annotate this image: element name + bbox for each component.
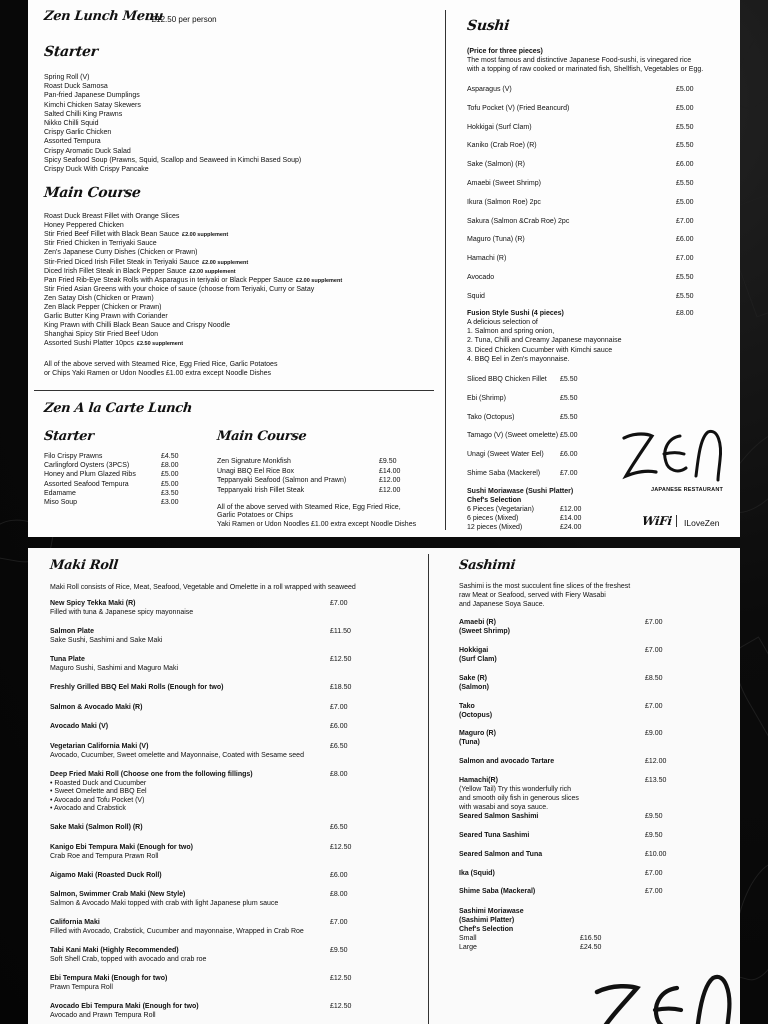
lunch-main-name: Stir Fried Asian Greens with your choice of sauce (choose from Teriyaki, Curry or Satay	[44, 285, 315, 293]
sashimi-item-line: Hokkigai	[459, 647, 489, 654]
alacarte-starter-price: £8.00	[161, 462, 179, 470]
lunch-main-item	[44, 231, 228, 239]
alacarte-starter-name: Filo Crispy Prawns	[44, 453, 103, 460]
lunch-starter-item: Crispy Aromatic Duck Salad	[44, 147, 131, 155]
sushi-item-price: £5.00	[676, 86, 694, 93]
sashimi-item-line: Amaebi (R)	[459, 619, 496, 626]
maki-item-price: £8.00	[330, 770, 348, 778]
sushi-subtitle: (Price for three pieces)	[467, 48, 543, 55]
maki-item-price: £6.50	[330, 824, 348, 831]
sushi-item-name: Squid	[467, 292, 485, 300]
maki-item-price: £7.00	[330, 703, 348, 711]
sashimi-platter-line: Chef's Selection	[459, 926, 514, 933]
sashimi-item-line: Maguro (R)	[459, 730, 496, 737]
wifi-label: WiFi	[641, 514, 673, 528]
sashimi-platter-size: Small	[459, 935, 477, 942]
lunch-starter-item: Salted Chilli King Prawns	[44, 110, 123, 118]
maki-intro: Maki Roll consists of Rice, Meat, Seafood, Vegetable and Omelette in a roll wrapped with seaweed	[50, 584, 356, 591]
alacarte-main-price: £14.00	[379, 467, 401, 475]
lunch-main-item	[44, 322, 230, 330]
sushi-item-price: £6.00	[676, 236, 694, 244]
sushi-platter-size: 6 pieces (Mixed)	[467, 515, 519, 522]
sashimi-item-line: and smooth oily fish in generous slices	[459, 795, 579, 802]
sashimi-item-line: (Yellow Tail) Try this wonderfully rich	[459, 786, 572, 793]
lunch-starter-item: Roast Duck Samosa	[44, 83, 108, 91]
maki-item-name: Avocado Ebi Tempura Maki (Enough for two)	[50, 1003, 199, 1010]
lunch-main-item	[44, 331, 158, 339]
alacarte-title: Zen A la Carte Lunch	[43, 401, 193, 416]
lunch-main-name: Garlic Butter King Prawn with Coriander	[44, 313, 168, 321]
lunch-main-name: Zen Black Pepper (Chicken or Prawn)	[44, 304, 162, 311]
sashimi-item-line: Seared Salmon and Tuna	[459, 851, 543, 858]
sushi-item-price: £5.00	[676, 198, 694, 206]
alacarte-starter-price: £5.00	[161, 480, 179, 488]
maki-item-name: Aigamo Maki (Roasted Duck Roll)	[50, 871, 162, 879]
alacarte-main-name: Teppanyaki Irish Fillet Steak	[217, 486, 305, 494]
lunch-starter-item: Assorted Tempura	[44, 138, 101, 146]
maki-item-description: Filled with tuna & Japanese spicy mayonnaise	[50, 609, 194, 616]
sushi-item-price: £5.50	[676, 292, 694, 300]
sashimi-item-line: Salmon and avocado Tartare	[459, 758, 555, 765]
lunch-price-note: – £12.50 per person	[145, 15, 217, 24]
lunch-starter-item: Spring Roll (V)	[44, 74, 90, 81]
sashimi-item-price: £8.50	[645, 675, 663, 682]
sushi-platter-price: £12.00	[560, 506, 582, 513]
lunch-main-item	[44, 313, 168, 321]
fusion-sushi-line: A delicious selection of	[467, 319, 538, 326]
alacarte-main-price: £12.00	[379, 486, 401, 494]
lunch-main-name: Stir Fried Chicken in Terriyaki Sauce	[44, 240, 157, 248]
sushi-item-name: Tamago (V) (Sweet omelette)	[467, 432, 559, 440]
lunch-main-name: Stir Fried Beef Fillet with Black Bean Sauce	[44, 231, 180, 239]
lunch-starter-item: Pan-fried Japanese Dumplings	[44, 92, 140, 100]
sushi-item-name: Ikura (Salmon Roe) 2pc	[467, 198, 541, 206]
lunch-starter-heading: Starter	[43, 44, 99, 60]
lunch-footnote-line: All of the above served with Steamed Rice, Egg Fried Rice, Garlic Potatoes	[44, 361, 278, 368]
sushi-item-price: £5.00	[676, 104, 694, 112]
lunch-main-item	[44, 259, 248, 267]
maki-item-price: £12.50	[330, 975, 352, 982]
sushi-title: Sushi	[466, 18, 511, 34]
sashimi-item-line: (Salmon)	[459, 684, 489, 691]
maki-item-description: Maguro Sushi, Sashimi and Maguro Maki	[50, 665, 179, 672]
lunch-menu-title: Zen Lunch Menu	[43, 9, 164, 24]
sashimi-platter-line: Sashimi Moriawase	[459, 908, 524, 915]
sashimi-item-price: £7.00	[645, 703, 663, 710]
lunch-main-item	[44, 286, 314, 294]
sushi-item-price: £6.00	[560, 451, 578, 459]
alacarte-main-name: Teppanyaki Seafood (Salmon and Prawn)	[217, 477, 347, 484]
lunch-main-name: King Prawn with Chilli Black Bean Sauce and Crispy Noodle	[44, 322, 230, 330]
sashimi-item-price: £7.00	[645, 647, 663, 654]
zen-logo-large	[591, 970, 740, 1024]
maki-item-name: Deep Fried Maki Roll (Choose one from the following fillings)	[50, 770, 253, 778]
alacarte-starter-name: Miso Soup	[44, 499, 78, 506]
sashimi-item-line: (Tuna)	[459, 739, 480, 746]
maki-item-description: • Avocado and Crabstick	[50, 805, 126, 812]
lunch-footnote-line: or Chips Yaki Ramen or Udon Noodles £1.00 extra except Noodle Dishes	[44, 370, 271, 377]
sushi-platter-name: Sushi Moriawase (Sushi Platter)	[467, 488, 574, 495]
sashimi-intro-line: and Japanese Soya Sauce.	[459, 601, 545, 608]
sashimi-item-line: Seared Salmon Sashimi	[459, 813, 539, 820]
lunch-main-item	[44, 277, 342, 285]
lunch-starter-item: Crispy Duck With Crispy Pancake	[44, 166, 149, 173]
sushi-item-name: Maguro (Tuna) (R)	[467, 236, 525, 244]
maki-item-name: Ebi Tempura Maki (Enough for two)	[50, 975, 168, 982]
sushi-item-name: Shime Saba (Mackerel)	[467, 470, 541, 477]
alacarte-main-heading: Main Course	[216, 429, 308, 444]
sushi-platter-price: £24.00	[560, 524, 582, 531]
maki-item-description: Avocado and Prawn Tempura Roll	[50, 1012, 156, 1019]
sashimi-item-line: (Octopus)	[459, 712, 493, 719]
maki-item-name: Kanigo Ebi Tempura Maki (Enough for two)	[50, 843, 193, 851]
lunch-main-name: Zen Satay Dish (Chicken or Prawn)	[44, 294, 154, 302]
maki-item-description: Filled with Avocado, Crabstick, Cucumber and mayonnaise, Wrapped in Crab Roe	[50, 928, 304, 935]
alacarte-starter-price: £4.50	[161, 453, 179, 460]
maki-item-price: £6.00	[330, 871, 348, 879]
maki-item-name: Salmon, Swimmer Crab Maki (New Style)	[50, 891, 186, 898]
alacarte-main-name: Unagi BBQ Eel Rice Box	[217, 467, 295, 475]
sushi-item-name: Hamachi (R)	[467, 255, 507, 263]
sushi-item-price: £5.00	[560, 432, 578, 440]
lunch-starter-item: Spicy Seafood Soup (Prawns, Squid, Scallop and Seaweed in Kimchi Based Soup)	[44, 156, 302, 164]
sushi-item-price: £7.00	[676, 217, 694, 225]
lunch-main-name: Diced Irish Fillet Steak in Black Pepper Sauce	[44, 267, 187, 275]
maki-item-name: Salmon & Avocado Maki (R)	[50, 703, 143, 711]
sushi-platter-size: 12 pieces (Mixed)	[467, 524, 523, 531]
fusion-sushi-line: 1. Salmon and spring onion,	[467, 328, 555, 336]
maki-item-price: £6.50	[330, 742, 348, 750]
fusion-sushi-name: Fusion Style Sushi (4 pieces)	[467, 310, 564, 317]
maki-item-price: £6.00	[330, 723, 348, 730]
maki-item-price: £7.00	[330, 919, 348, 926]
maki-item-description: • Roasted Duck and Cucumber	[50, 779, 147, 787]
maki-item-price: £7.00	[330, 600, 348, 607]
sashimi-item-price: £12.00	[645, 758, 667, 765]
sushi-item-name: Ebi (Shrimp)	[467, 394, 506, 402]
maki-item-name: Tuna Plate	[50, 656, 85, 663]
maki-item-name: Sake Maki (Salmon Roll) (R)	[50, 824, 143, 831]
supplement-note: £2.50 supplement	[136, 341, 184, 348]
sashimi-item-price: £7.00	[645, 870, 663, 877]
sashimi-platter-line: (Sashimi Platter)	[459, 917, 515, 924]
sashimi-item-line: Hamachi(R)	[459, 777, 498, 784]
column-divider	[445, 10, 446, 530]
fusion-sushi-price: £8.00	[676, 310, 694, 317]
alacarte-starter-name: Edamame	[44, 489, 76, 497]
sashimi-item-line: with wasabi and soya sauce.	[459, 804, 549, 811]
sushi-item-price: £5.50	[560, 376, 578, 383]
sushi-item-name: Amaebi (Sweet Shrimp)	[467, 180, 541, 187]
lunch-main-item	[44, 268, 236, 276]
sushi-item-price: £5.50	[560, 413, 578, 421]
sushi-item-price: £5.50	[676, 180, 694, 187]
maki-item-price: £12.50	[330, 656, 352, 663]
section-divider	[34, 390, 434, 391]
sushi-item-price: £7.00	[676, 255, 694, 263]
lunch-main-item	[44, 304, 162, 312]
sashimi-item-price: £10.00	[645, 851, 667, 858]
sushi-intro-line: with a topping of raw cooked or marinated fish, Shellfish, Vegetables or Egg.	[467, 66, 704, 73]
maki-item-price: £18.50	[330, 684, 352, 691]
sashimi-item-price: £9.50	[645, 813, 663, 820]
sashimi-item-line: Shime Saba (Mackeral)	[459, 888, 536, 895]
maki-item-description: Salmon & Avocado Maki topped with crab with light Japanese plum sauce	[50, 900, 279, 907]
maki-item-description: Avocado, Cucumber, Sweet omelette and Mayonnaise, Coated with Sesame seed	[50, 751, 304, 759]
alacarte-starter-name: Carlingford Oysters (3PCS)	[44, 462, 130, 470]
alacarte-main-price: £9.50	[379, 458, 397, 465]
logo-subtitle: JAPANESE RESTAURANT	[651, 487, 724, 493]
maki-item-description: • Sweet Omelette and BBQ Eel	[50, 788, 147, 795]
alacarte-starter-price: £3.00	[161, 499, 179, 506]
fusion-sushi-line: 2. Tuna, Chilli and Creamy Japanese mayonnaise	[467, 337, 622, 345]
sushi-item-name: Tako (Octopus)	[467, 413, 515, 421]
maki-item-description: Prawn Tempura Roll	[50, 984, 113, 991]
supplement-note: £2.00 supplement	[182, 232, 229, 239]
lunch-main-item	[44, 249, 197, 257]
alacarte-main-name: Zen Signature Monkfish	[217, 458, 291, 465]
maki-item-price: £12.50	[330, 1003, 352, 1010]
maki-item-price: £11.50	[330, 628, 351, 635]
sushi-item-name: Kaniko (Crab Roe) (R)	[467, 142, 537, 150]
sashimi-item-price: £7.00	[645, 619, 663, 626]
maki-item-name: New Spicy Tekka Maki (R)	[50, 600, 136, 607]
sashimi-item-line: Ika (Squid)	[459, 870, 495, 877]
alacarte-starter-name: Honey and Plum Glazed Ribs	[44, 471, 136, 479]
lunch-main-heading: Main Course	[43, 185, 142, 201]
maki-item-name: Avocado Maki (V)	[50, 723, 109, 730]
maki-and-sashimi-sheet	[28, 548, 740, 1024]
sushi-platter-price: £14.00	[560, 515, 582, 522]
maki-item-name: California Maki	[50, 919, 100, 926]
maki-item-description: Crab Roe and Tempura Prawn Roll	[50, 852, 159, 860]
supplement-note: £2.00 supplement	[296, 277, 343, 284]
supplement-note: £2.00 supplement	[189, 268, 236, 275]
sushi-item-name: Sliced BBQ Chicken Fillet	[467, 376, 547, 383]
maki-item-name: Tabi Kani Maki (Highly Recommended)	[50, 947, 179, 954]
sushi-item-name: Hokkigai (Surf Clam)	[467, 123, 532, 131]
maki-item-name: Freshly Grilled BBQ Eel Maki Rolls (Enough for two)	[50, 684, 224, 691]
sashimi-intro-line: raw Meat or Seafood, served with Fiery Wasabi	[459, 592, 606, 599]
sushi-item-price: £5.50	[676, 123, 694, 131]
sashimi-platter-price: £24.50	[580, 944, 602, 951]
sushi-intro-line: The most famous and distinctive Japanese Food-sushi, is vinegared rice	[467, 57, 692, 64]
sushi-item-price: £5.50	[676, 142, 694, 150]
sashimi-item-line: Sake (R)	[459, 675, 488, 682]
sashimi-item-line: (Sweet Shrimp)	[459, 628, 510, 635]
fusion-sushi-line: 3. Diced Chicken Cucumber with Kimchi sauce	[467, 346, 613, 354]
maki-item-price: £12.50	[330, 843, 352, 851]
sushi-item-price: £5.50	[560, 394, 578, 402]
sashimi-platter-price: £16.50	[580, 935, 602, 942]
sushi-platter-size: 6 Pieces (Vegetarian)	[467, 506, 534, 513]
lunch-main-name: Pan Fried Rib-Eye Steak Rolls with Asparagus in teriyaki or Black Pepper Sauce	[44, 276, 294, 284]
alacarte-footnote-line: Garlic Potatoes or Chips	[217, 512, 293, 519]
fusion-sushi-line: 4. BBQ Eel in Zen's mayonnaise.	[467, 355, 570, 363]
sushi-item-name: Unagi (Sweet Water Eel)	[467, 451, 544, 459]
maki-item-price: £8.00	[330, 891, 348, 898]
maki-item-description: • Avocado and Tofu Pocket (V)	[50, 796, 145, 804]
sashimi-item-price: £9.50	[645, 832, 663, 839]
maki-item-name: Vegetarian California Maki (V)	[50, 742, 149, 750]
lunch-main-name: Roast Duck Breast Fillet with Orange Slices	[44, 213, 180, 220]
sashimi-title: Sashimi	[458, 558, 516, 573]
maki-item-price: £9.50	[330, 947, 348, 954]
sashimi-platter-size: Large	[459, 944, 477, 951]
sashimi-item-price: £13.50	[645, 777, 667, 784]
lunch-main-name: Zen's Japanese Curry Dishes (Chicken or Prawn)	[44, 249, 198, 257]
lunch-starter-item: Crispy Garlic Chicken	[44, 129, 112, 137]
sushi-item-name: Sake (Salmon) (R)	[467, 161, 525, 169]
alacarte-starter-name: Assorted Seafood Tempura	[44, 480, 129, 488]
sushi-item-price: £7.00	[560, 470, 578, 477]
sushi-item-name: Asparagus (V)	[467, 86, 512, 93]
supplement-note: £2.00 supplement	[202, 259, 249, 266]
sashimi-intro-line: Sashimi is the most succulent fine slices of the freshest	[459, 583, 631, 590]
lunch-starter-item: Kimchi Chicken Satay Skewers	[44, 101, 141, 109]
lunch-starter-item: Nikko Chilli Squid	[44, 120, 99, 127]
alacarte-main-price: £12.00	[379, 477, 401, 484]
lunch-main-name: Stir-Fried Diced Irish Fillet Steak in Teriyaki Sauce	[44, 258, 200, 266]
sushi-item-price: £5.50	[676, 274, 694, 281]
column-divider	[428, 554, 429, 1024]
maki-item-description: Soft Shell Crab, topped with avocado and crab roe	[50, 956, 207, 963]
lunch-main-item	[44, 213, 179, 221]
lunch-main-item	[44, 222, 124, 230]
sushi-item-name: Avocado	[467, 274, 495, 281]
sashimi-item-line: Tako	[459, 703, 475, 710]
maki-title: Maki Roll	[49, 558, 119, 573]
alacarte-footnote-line: All of the above served with Steamed Rice, Egg Fried Rice,	[217, 504, 401, 511]
lunch-main-item	[44, 295, 154, 303]
lunch-main-item	[44, 340, 183, 348]
sushi-item-price: £6.00	[676, 161, 694, 169]
sashimi-item-price: £7.00	[645, 888, 663, 895]
alacarte-starter-price: £3.50	[161, 489, 179, 497]
sashimi-item-line: Seared Tuna Sashimi	[459, 832, 530, 839]
alacarte-footnote-line: Yaki Ramen or Udon Noodles £1.00 extra except Noodle Dishes	[217, 521, 417, 528]
lunch-main-name: Honey Peppered Chicken	[44, 222, 124, 230]
sushi-platter-chef: Chef's Selection	[467, 497, 522, 504]
sushi-item-name: Sakura (Salmon &Crab Roe) 2pc	[467, 217, 570, 225]
zen-logo-brushstroke	[618, 424, 728, 486]
alacarte-starter-price: £5.00	[161, 471, 179, 479]
alacarte-starter-heading: Starter	[43, 429, 95, 444]
maki-item-description: Sake Sushi, Sashimi and Sake Maki	[50, 637, 163, 644]
maki-item-name: Salmon Plate	[50, 628, 94, 635]
lunch-main-item	[44, 240, 157, 248]
sashimi-item-line: (Surf Clam)	[459, 656, 497, 663]
wifi-divider	[676, 515, 677, 527]
sushi-item-name: Tofu Pocket (V) (Fried Beancurd)	[467, 104, 570, 112]
lunch-main-name: Assorted Sushi Platter 10pcs	[44, 340, 134, 348]
lunch-main-name: Shanghai Spicy Stir Fried Beef Udon	[44, 331, 159, 339]
sashimi-item-price: £9.00	[645, 730, 663, 737]
lunch-and-sushi-sheet	[28, 0, 740, 537]
wifi-password: ILoveZen	[684, 518, 720, 528]
